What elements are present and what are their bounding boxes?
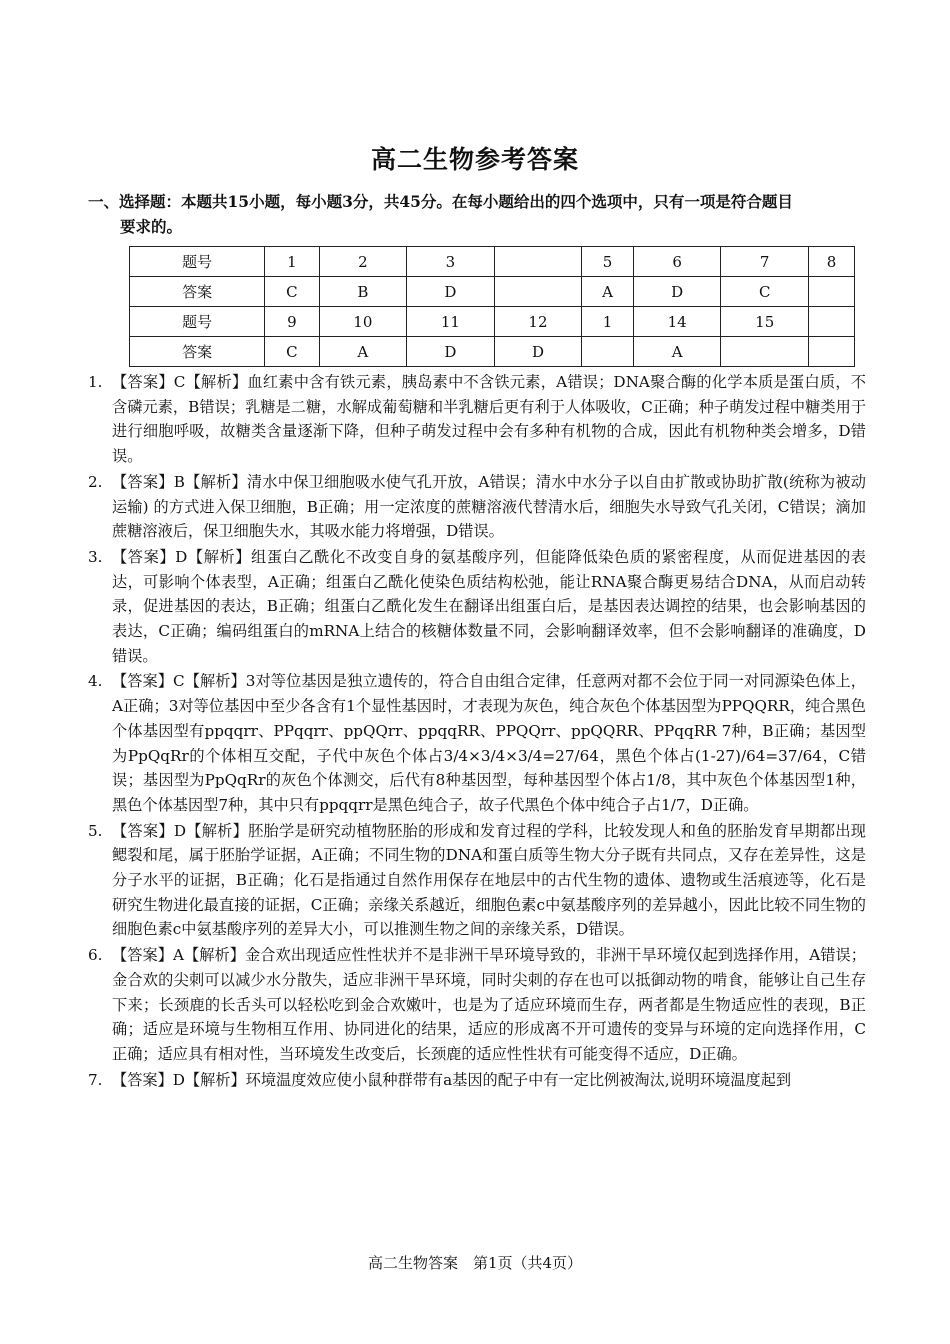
item-number: 5. xyxy=(88,821,103,840)
table-cell: C xyxy=(721,277,809,307)
table-cell: D xyxy=(407,337,495,367)
table-row xyxy=(130,247,855,277)
item-text: 【答案】D【解析】组蛋白乙酰化不改变自身的氨基酸序列，但能降低染色质的紧密程度，从而促进基因的表达，可影响个体表型，A正确；组蛋白乙酰化使染色质结构松弛，能让RNA聚合酶更易结合DNA，从而启动转录，促进基因的表达，B正确；组蛋白乙酰化发生在翻译出组蛋白后，是基因表达调控的结果，也会影响基因的表达，C正确；编码组蛋白的mRNA上结合的核糖体数量不同，会影响翻译效率，但不会影响翻译的准确度，D错误。 xyxy=(112,547,866,665)
table-cell: 10 xyxy=(319,307,407,337)
answer-item xyxy=(88,819,866,943)
table-cell: 3 xyxy=(407,247,495,277)
table-cell xyxy=(808,277,854,307)
table-cell: D xyxy=(494,337,582,367)
table-cell xyxy=(494,247,582,277)
item-text: 【答案】B【解析】清水中保卫细胞吸水使气孔开放，A错误；清水中水分子以自由扩散或协助扩散(统称为被动运输) 的方式进入保卫细胞，B正确；用一定浓度的蔗糖溶液代替清水后，细胞失水导致气孔关闭，C错误；滴加蔗糖溶液后，保卫细胞失水，其吸水能力将增强，D错误。 xyxy=(112,472,866,541)
item-text: 【答案】C【解析】血红素中含有铁元素，胰岛素中不含铁元素，A错误；DNA聚合酶的化学本质是蛋白质，不含磷元素，B错误；乳糖是二糖，水解成葡萄糖和半乳糖后更有利于人体吸收，C正确；种子萌发过程中糖类用于进行细胞呼吸，故糖类含量逐渐下降，但种子萌发过程中会有多种有机物的合成，因此有机物种类会增多，D错误。 xyxy=(112,373,867,466)
item-text: 【答案】D【解析】环境温度效应使小鼠种群带有a基因的配子中有一定比例被淘汰,说明环境温度起到 xyxy=(112,1070,792,1089)
table-cell: D xyxy=(633,277,721,307)
table-cell: 5 xyxy=(582,247,634,277)
page-footer: 高二生物答案 第1页（共4页） xyxy=(367,1254,583,1272)
table-cell xyxy=(808,337,854,367)
table-cell: C xyxy=(265,277,319,307)
item-text: 【答案】C【解析】3对等位基因是独立遗传的，符合自由组合定律，任意两对都不会位于同一对同源染色体上，A正确；3对等位基因中至少各含有1个显性基因时，才表现为灰色，纯合灰色个体基因型为PPQQRR，纯合黑色个体基因型有ppqqrr、PPqqrr、ppQQrr、ppqqRR、PPQQrr、ppQQRR、PPqqRR 7种，B正确；基因型为PpQqRr的个体相互交配，子代中灰色个体占3/4×3/4×3/4=27/64，黑色个体占(1-27)/64=37/64，C错误；基因型为PpQqRr的灰色个体测交，后代有8种基因型，每种基因型个体占1/8，其中灰色个体基因型1种，黑色个体基因型7种，其中只有ppqqrr是黑色纯合子，故子代黑色个体中纯合子占1/7，D正确。 xyxy=(112,672,866,814)
table-cell: A xyxy=(633,337,721,367)
page-title: 高二生物参考答案 xyxy=(370,145,579,174)
table-cell: 答案 xyxy=(130,277,265,307)
item-number: 3. xyxy=(88,547,103,566)
item-number: 7. xyxy=(88,1070,103,1089)
table-cell: 6 xyxy=(633,247,721,277)
table-cell: 12 xyxy=(494,307,582,337)
item-number: 4. xyxy=(88,672,103,691)
answer-item xyxy=(88,1068,866,1093)
item-number: 1. xyxy=(88,373,103,391)
table-cell: C xyxy=(265,337,319,367)
table-cell: 1 xyxy=(582,307,634,337)
table-cell xyxy=(721,337,809,367)
answer-item xyxy=(88,943,866,1067)
answer-item xyxy=(88,669,866,817)
answer-table xyxy=(129,246,855,367)
item-text: 【答案】A【解析】金合欢出现适应性性状并不是非洲干旱环境导致的，非洲干旱环境仅起到选择作用，A错误；金合欢的尖刺可以减少水分散失，适应非洲干旱环境，同时尖刺的存在也可以抵御动物的啃食，能够让自己生存下来；长颈鹿的长舌头可以轻松吃到金合欢嫩叶，也是为了适应环境而生存，两者都是生物适应性的表现，B正确；适应是环境与生物相互作用、协同进化的结果，适应的形成离不开可遗传的变异与环境的定向选择作用，C正确；适应具有相对性，当环境发生改变后，长颈鹿的适应性性状有可能变得不适应，D正确。 xyxy=(112,946,866,1063)
table-cell: 2 xyxy=(319,247,407,277)
table-cell: 题号 xyxy=(130,307,265,337)
item-number: 2. xyxy=(88,472,103,491)
table-cell: 题号 xyxy=(130,247,265,277)
item-number: 6. xyxy=(88,946,103,965)
table-row xyxy=(130,307,855,337)
table-cell: 答案 xyxy=(130,337,265,367)
table-cell: A xyxy=(319,337,407,367)
table-cell: 7 xyxy=(721,247,809,277)
section-heading-line1: 一、选择题：本题共15小题，每小题3分，共45分。在每小题给出的四个选项中，只有一项是符合题目 xyxy=(88,192,793,211)
table-cell xyxy=(808,307,854,337)
table-cell: 14 xyxy=(633,307,721,337)
table-cell: A xyxy=(582,277,634,307)
table-cell: 9 xyxy=(265,307,319,337)
table-cell: 11 xyxy=(407,307,495,337)
table-cell xyxy=(582,337,634,367)
table-cell: 1 xyxy=(265,247,319,277)
section-heading-line2: 要求的。 xyxy=(120,217,183,236)
item-text: 【答案】D【解析】胚胎学是研究动植物胚胎的形成和发育过程的学科，比较发现人和鱼的胚胎发育早期都出现鳃裂和尾，属于胚胎学证据，A正确；不同生物的DNA和蛋白质等生物大分子既有共同点，又存在差异性，这是分子水平的证据，B正确；化石是指通过自然作用保存在地层中的古代生物的遗体、遗物或生活痕迹等，化石是研究生物进化最直接的证据，C正确；亲缘关系越近，细胞色素c中氨基酸序列的差异越小，因此比较不同生物的细胞色素c中氨基酸序列的差异大小，可以推测生物之间的亲缘关系，D错误。 xyxy=(112,821,866,939)
answer-item xyxy=(88,370,866,469)
table-cell xyxy=(494,277,582,307)
table-row xyxy=(130,337,855,367)
section-heading xyxy=(88,189,863,239)
answer-explanations xyxy=(88,370,866,1093)
table-cell: 8 xyxy=(808,247,854,277)
answer-item xyxy=(88,545,866,669)
table-row xyxy=(130,277,855,307)
table-cell: D xyxy=(407,277,495,307)
table-cell: 15 xyxy=(721,307,809,337)
answer-item xyxy=(88,470,866,544)
table-cell: B xyxy=(319,277,407,307)
